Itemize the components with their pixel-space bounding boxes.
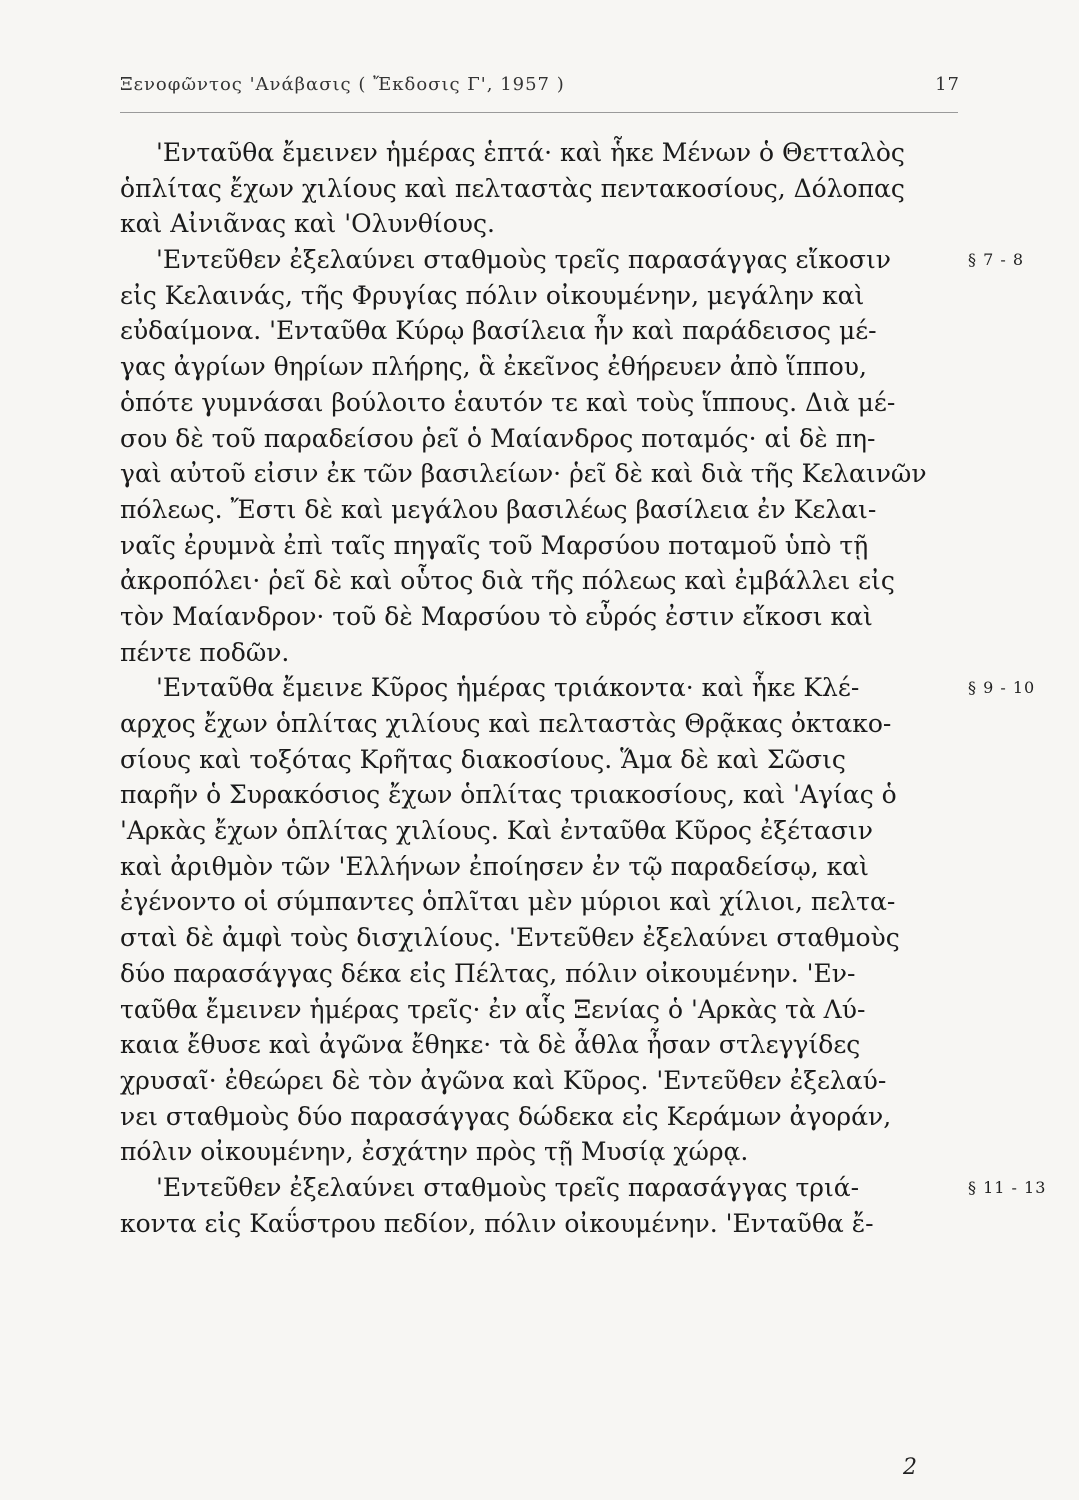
text-line bbox=[120, 206, 960, 242]
line-text: δύο παρασάγγας δέκα εἰς Πέλτας, πόλιν οἰκουμένην. 'Εν- bbox=[120, 958, 856, 988]
line-text: αρχος ἔχων ὁπλίτας χιλίους καὶ πελταστὰς Θρᾷκας ὀκτακο- bbox=[120, 709, 892, 738]
text-line bbox=[120, 1170, 1047, 1206]
text-line bbox=[120, 313, 960, 349]
line-text: καια ἔθυσε καὶ ἀγῶνα ἔθηκε· τὰ δὲ ἆθλα ἦσαν στλεγγίδες bbox=[120, 1030, 861, 1060]
line-text: 'Εντεῦθεν ἐξελαύνει σταθμοὺς τρεῖς παρασάγγας εἴκοσιν bbox=[156, 245, 891, 275]
text-line bbox=[120, 349, 960, 385]
text-line bbox=[120, 563, 960, 599]
line-text: καὶ Αἰνιᾶνας καὶ 'Ολυνθίους. bbox=[120, 209, 495, 239]
line-text: πόλιν οἰκουμένην, ἐσχάτην πρὸς τῇ Μυσίᾳ χώρᾳ. bbox=[120, 1137, 749, 1167]
line-text: γας ἀγρίων θηρίων πλήρης, ἃ ἐκεῖνος ἐθήρευεν ἀπὸ ἵππου, bbox=[120, 352, 867, 382]
line-text: κοντα εἰς Καΰστρου πεδίον, πόλιν οἰκουμένην. 'Ενταῦθα ἔ- bbox=[120, 1208, 874, 1238]
line-text: πέντε ποδῶν. bbox=[120, 637, 290, 667]
text-line bbox=[120, 1134, 960, 1170]
text-line bbox=[120, 670, 1036, 706]
margin-section-ref: § 11 - 13 bbox=[968, 1177, 1047, 1197]
text-line bbox=[120, 849, 960, 885]
text-line bbox=[120, 706, 960, 742]
text-line bbox=[120, 1206, 960, 1242]
text-line bbox=[120, 884, 960, 920]
line-text: ταῦθα ἔμεινεν ἡμέρας τρεῖς· ἐν αἷς Ξενίας ὁ 'Αρκὰς τὰ Λύ- bbox=[120, 994, 866, 1024]
line-text: 'Αρκὰς ἔχων ὁπλίτας χιλίους. Καὶ ἐνταῦθα Κῦρος ἐξέτασιν bbox=[120, 816, 873, 846]
line-text: γαὶ αὐτοῦ εἰσιν ἐκ τῶν βασιλείων· ῥεῖ δὲ καὶ διὰ τῆς Κελαινῶν bbox=[120, 459, 927, 489]
line-text: νει σταθμοὺς δύο παρασάγγας δώδεκα εἰς Κεράμων ἀγοράν, bbox=[120, 1101, 892, 1131]
text-line bbox=[120, 492, 960, 528]
text-line bbox=[120, 599, 960, 635]
line-text: ὁπλίτας ἔχων χιλίους καὶ πελταστὰς πεντακοσίους, Δόλοπας bbox=[120, 173, 905, 203]
text-line bbox=[120, 278, 960, 314]
text-line bbox=[120, 813, 960, 849]
line-text: ἀκροπόλει· ῥεῖ δὲ καὶ οὗτος διὰ τῆς πόλεως καὶ ἐμβάλλει εἰς bbox=[120, 566, 895, 596]
text-line bbox=[120, 1099, 960, 1135]
line-text: εἰς Κελαινάς, τῆς Φρυγίας πόλιν οἰκουμένην, μεγάλην καὶ bbox=[120, 280, 865, 310]
signature-mark: 2 bbox=[903, 1455, 917, 1480]
line-text: ὁπότε γυμνάσαι βούλοιτο ἑαυτόν τε καὶ τοὺς ἵππους. Διὰ μέ- bbox=[120, 387, 896, 417]
line-text: 'Εντεῦθεν ἐξελαύνει σταθμοὺς τρεῖς παρασάγγας τριά- bbox=[156, 1172, 860, 1202]
text-line bbox=[120, 242, 1025, 278]
text-line bbox=[120, 385, 960, 421]
line-text: σταὶ δὲ ἀμφὶ τοὺς δισχιλίους. 'Εντεῦθεν ἐξελαύνει σταθμοὺς bbox=[120, 923, 900, 953]
line-text: χρυσαῖ· ἐθεώρει δὲ τὸν ἀγῶνα καὶ Κῦρος. 'Εντεῦθεν ἐξελαύ- bbox=[120, 1065, 887, 1095]
line-text: σίους καὶ τοξότας Κρῆτας διακοσίους. Ἅμα δὲ καὶ Σῶσις bbox=[120, 744, 846, 774]
text-line bbox=[120, 742, 960, 778]
header-rule bbox=[120, 112, 958, 113]
text-line bbox=[120, 920, 960, 956]
running-header bbox=[120, 74, 960, 95]
body-text bbox=[120, 135, 1047, 1241]
line-text: καὶ ἀριθμὸν τῶν 'Ελλήνων ἐποίησεν ἐν τῷ παραδείσῳ, καὶ bbox=[120, 851, 869, 881]
margin-section-ref: § 9 - 10 bbox=[968, 678, 1036, 698]
line-text: σου δὲ τοῦ παραδείσου ῥεῖ ὁ Μαίανδρος ποταμός· αἱ δὲ πη- bbox=[120, 423, 876, 453]
line-text: ναῖς ἐρυμνὰ ἐπὶ ταῖς πηγαῖς τοῦ Μαρσύου ποταμοῦ ὑπὸ τῇ bbox=[120, 530, 869, 560]
text-line bbox=[120, 171, 960, 207]
text-line bbox=[120, 456, 960, 492]
page-number: 17 bbox=[935, 74, 960, 95]
text-line bbox=[120, 635, 960, 671]
line-text: τὸν Μαίανδρον· τοῦ δὲ Μαρσύου τὸ εὖρός ἐστιν εἴκοσι καὶ bbox=[120, 601, 873, 631]
text-line bbox=[120, 956, 960, 992]
running-title: Ξενοφῶντος 'Ανάβασις ( Ἔκδοσις Γ', 1957 ) bbox=[120, 74, 565, 95]
text-line bbox=[120, 777, 960, 813]
text-line bbox=[120, 528, 960, 564]
margin-section-ref: § 7 - 8 bbox=[968, 250, 1025, 270]
text-line bbox=[120, 1027, 960, 1063]
text-line bbox=[120, 992, 960, 1028]
line-text: 'Ενταῦθα ἔμεινεν ἡμέρας ἑπτά· καὶ ἧκε Μένων ὁ Θετταλὸς bbox=[156, 138, 905, 167]
text-line bbox=[120, 1063, 960, 1099]
line-text: παρῆν ὁ Συρακόσιος ἔχων ὁπλίτας τριακοσίους, καὶ 'Αγίας ὁ bbox=[120, 780, 897, 810]
text-line bbox=[120, 135, 960, 171]
line-text: εὐδαίμονα. 'Ενταῦθα Κύρῳ βασίλεια ἦν καὶ παράδεισος μέ- bbox=[120, 316, 877, 346]
text-line bbox=[120, 421, 960, 457]
line-text: 'Ενταῦθα ἔμεινε Κῦρος ἡμέρας τριάκοντα· καὶ ἧκε Κλέ- bbox=[156, 673, 860, 703]
line-text: ἐγένοντο οἱ σύμπαντες ὁπλῖται μὲν μύριοι καὶ χίλιοι, πελτα- bbox=[120, 887, 896, 917]
line-text: πόλεως. Ἔστι δὲ καὶ μεγάλου βασιλέως βασίλεια ἐν Κελαι- bbox=[120, 494, 877, 524]
